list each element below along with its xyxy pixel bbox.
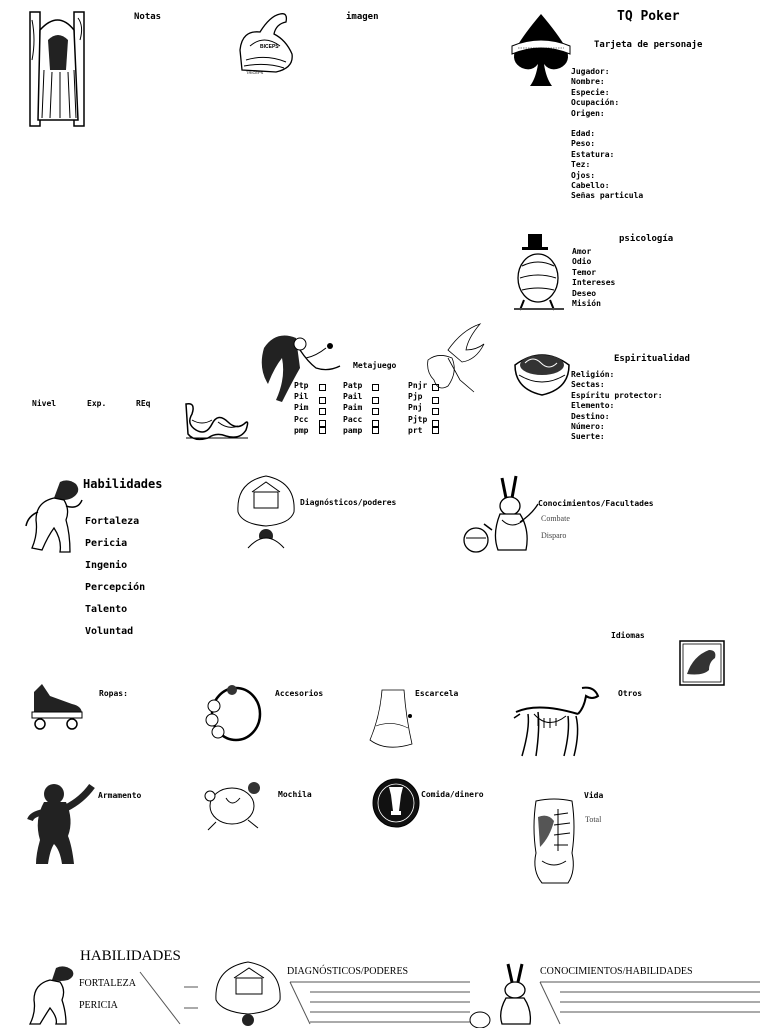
accesorios-label: Accesorios — [275, 689, 324, 698]
conocimiento-combate: Combate — [541, 514, 570, 523]
temple-illustration-bottom — [212, 960, 286, 1024]
metajuego-label: Pail — [343, 392, 363, 402]
anatomy-torso-illustration — [528, 797, 580, 887]
espiritualidad-item: Sectas: — [571, 380, 605, 390]
metajuego-row — [408, 403, 448, 414]
metajuego-row — [343, 403, 388, 414]
psicologia-title: psicología — [619, 234, 674, 244]
metajuego-label: Pacc — [343, 414, 363, 424]
metajuego-label: Pnjr — [408, 381, 428, 390]
temple-illustration — [234, 472, 298, 550]
metajuego-row — [408, 415, 448, 426]
mochila-label: Mochila — [278, 790, 312, 799]
psicologia-item: Intereses — [572, 278, 616, 288]
nivel-label: Nivel — [32, 399, 57, 408]
habilidades-list — [85, 516, 145, 648]
metajuego-label: prt — [408, 425, 423, 435]
spade-icon — [510, 12, 572, 90]
bottom-fortaleza: FORTALEZA — [79, 978, 136, 989]
metajuego-row — [408, 392, 448, 403]
metajuego-row — [294, 381, 334, 392]
espiritualidad-item: Número: — [571, 421, 605, 431]
armamento-label: Armamento — [98, 791, 142, 800]
metajuego-row — [408, 381, 448, 392]
metajuego-column-1 — [294, 381, 334, 437]
espiritualidad-item: Destino: — [571, 411, 610, 421]
idiomas-title: Idiomas — [611, 631, 645, 640]
metajuego-label: pamp — [343, 425, 363, 435]
rabbit-illustration — [462, 474, 540, 556]
psicologia-item: Deseo — [572, 288, 597, 298]
habilidad-item: Percepción — [85, 582, 146, 593]
metajuego-label: Pil — [294, 392, 309, 402]
page-subtitle: Tarjeta de personaje — [594, 40, 703, 50]
image-label: imagen — [346, 12, 379, 22]
bead-necklace-illustration — [202, 684, 264, 746]
metajuego-row — [294, 392, 334, 403]
horse-skeleton-illustration — [508, 684, 600, 760]
conocimientos-title: Conocimientos/Facultades — [538, 499, 654, 508]
habilidad-item: Fortaleza — [85, 516, 140, 527]
field-label: Nombre: — [571, 77, 605, 87]
req-label: REq — [136, 399, 151, 408]
metajuego-label: Pim — [294, 403, 309, 413]
metajuego-title: Metajuego — [353, 361, 397, 370]
espiritualidad-item: Espíritu protector: — [571, 390, 663, 400]
habilidades-title: Habilidades — [83, 477, 163, 491]
field-label: Peso: — [571, 139, 596, 149]
psicologia-item: Amor — [572, 247, 592, 256]
field-label: Señas particula — [571, 191, 644, 201]
metajuego-label: pmp — [294, 425, 309, 435]
field-label: Especie: — [571, 87, 610, 97]
bottom-conocimientos-title: CONOCIMIENTOS/HABILIDADES — [540, 966, 693, 977]
bottom-habilidades-title: HABILIDADES — [80, 948, 181, 964]
metajuego-checkbox[interactable] — [319, 384, 326, 391]
metajuego-checkbox[interactable] — [432, 384, 439, 391]
page-title: TQ Poker — [617, 9, 680, 24]
metajuego-row — [294, 415, 334, 426]
biceps-text: BICEPS — [260, 44, 279, 50]
bear-illustration — [26, 780, 96, 868]
field-label: Ojos: — [571, 170, 596, 180]
metajuego-row — [343, 381, 388, 392]
total-label: Total — [585, 815, 602, 824]
notes-label: Notas — [134, 12, 162, 22]
metajuego-row — [408, 426, 448, 437]
framed-horse-head-illustration — [679, 640, 725, 686]
conocimiento-disparo: Disparo — [541, 531, 567, 540]
psicologia-item: Temor — [572, 267, 597, 277]
psicologia-item: Misión — [572, 298, 601, 308]
habilidad-item: Talento — [85, 604, 128, 615]
metajuego-label: Pjp — [408, 392, 423, 402]
espiritualidad-item: Elemento: — [571, 401, 615, 411]
otros-label: Otros — [618, 689, 643, 698]
character-fields-physical — [571, 129, 643, 202]
metajuego-row — [294, 426, 334, 437]
metajuego-label: Pnj — [408, 403, 423, 413]
espiritualidad-item: Suerte: — [571, 432, 605, 442]
metajuego-label: Pcc — [294, 414, 309, 424]
roller-skate-illustration — [28, 682, 84, 730]
field-label: Ocupación: — [571, 98, 620, 108]
round-emblem-illustration — [371, 777, 421, 829]
psicologia-item: Odio — [572, 257, 592, 267]
minotaur-illustration — [24, 476, 84, 554]
metajuego-checkbox[interactable] — [372, 427, 379, 434]
field-label: Tez: — [571, 160, 591, 170]
metajuego-label: Paim — [343, 403, 363, 413]
psicologia-list — [572, 247, 615, 309]
metajuego-row — [343, 415, 388, 426]
metajuego-row — [343, 392, 388, 403]
triceps-text: TRICEPS — [246, 70, 264, 75]
metajuego-label: Ptp — [294, 381, 309, 390]
characters-sketch-illustration — [196, 778, 268, 832]
metajuego-label: Pjtp — [408, 414, 428, 424]
field-label: Estatura: — [571, 149, 615, 159]
diagnosticos-title: Diagnósticos/poderes — [300, 498, 397, 507]
comida-dinero-label: Comida/dinero — [421, 790, 484, 799]
habilidad-item: Pericia — [85, 538, 128, 549]
espiritualidad-list — [571, 370, 663, 443]
escarcela-label: Escarcela — [415, 689, 459, 698]
metajuego-row — [343, 426, 388, 437]
habilidad-item: Ingenio — [85, 560, 128, 571]
field-label: Cabello: — [571, 180, 610, 190]
pouch-illustration — [366, 686, 420, 754]
espiritualidad-item: Religión: — [571, 370, 615, 379]
ropas-label: Ropas: — [99, 689, 128, 698]
metajuego-column-3 — [408, 381, 448, 437]
field-label: Origen: — [571, 108, 605, 118]
espiritualidad-title: Espiritualidad — [614, 354, 690, 364]
metajuego-row — [294, 403, 334, 414]
character-fields — [571, 67, 619, 119]
biceps-arm-illustration — [236, 10, 298, 78]
metajuego-label: Patp — [343, 381, 363, 390]
habilidad-item: Voluntad — [85, 626, 134, 637]
field-label: Edad: — [571, 129, 596, 138]
top-hat-figure-illustration — [510, 232, 568, 312]
rabbit-illustration-bottom — [468, 962, 538, 1024]
metajuego-checkbox[interactable] — [372, 384, 379, 391]
exp-label: Exp. — [87, 399, 107, 408]
metajuego-checkbox[interactable] — [319, 427, 326, 434]
serpent-illustration — [182, 400, 252, 442]
metajuego-column-2 — [343, 381, 388, 437]
vida-label: Vida — [584, 791, 604, 800]
metajuego-checkbox[interactable] — [432, 427, 439, 434]
bottom-diagnosticos-title: DIAGNÓSTICOS/PODERES — [287, 966, 409, 977]
field-label: Jugador: — [571, 67, 610, 76]
bottom-pericia: PERICIA — [79, 1000, 118, 1011]
hooded-figure-illustration — [28, 10, 90, 128]
brain-bowl-illustration — [513, 345, 571, 397]
